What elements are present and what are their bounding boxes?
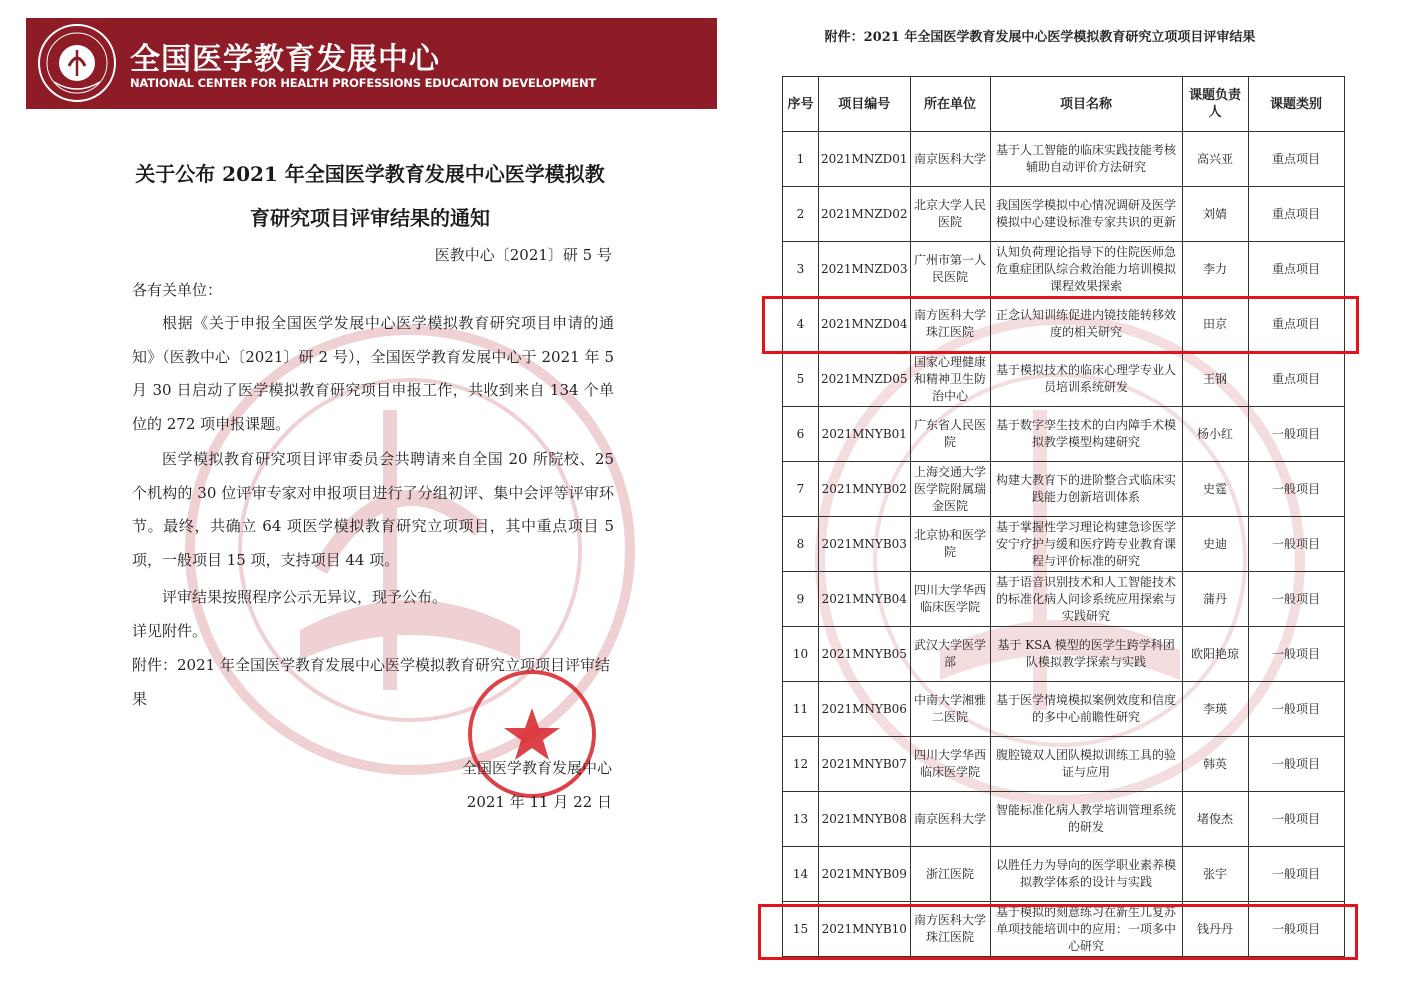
cell-no: 5 <box>783 352 819 407</box>
cell-project-name: 正念认知训练促进内镜技能转移效度的相关研究 <box>990 297 1182 352</box>
cell-code: 2021MNZD01 <box>819 132 911 187</box>
cell-leader: 刘婧 <box>1182 187 1248 242</box>
cell-category: 一般项目 <box>1248 462 1344 517</box>
col-header-category: 课题类别 <box>1248 77 1344 132</box>
cell-unit: 中南大学湘雅二医院 <box>910 682 990 737</box>
cell-category: 一般项目 <box>1248 737 1344 792</box>
cell-code: 2021MNYB01 <box>819 407 911 462</box>
cell-unit: 北京大学人民医院 <box>910 187 990 242</box>
center-logo-icon <box>36 22 118 104</box>
cell-category: 一般项目 <box>1248 407 1344 462</box>
cell-leader: 韩英 <box>1182 737 1248 792</box>
cell-category: 一般项目 <box>1248 792 1344 847</box>
cell-project-name: 基于医学情境模拟案例效度和信度的多中心前瞻性研究 <box>990 682 1182 737</box>
cell-project-name: 基于 KSA 模型的医学生跨学科团队模拟教学探索与实践 <box>990 627 1182 682</box>
cell-code: 2021MNYB09 <box>819 847 911 902</box>
cell-project-name: 认知负荷理论指导下的住院医师急危重症团队综合救治能力培训模拟课程效果探索 <box>990 242 1182 297</box>
approval-statement: 评审结果按照程序公示无异议，现予公布。 <box>162 588 448 606</box>
cell-leader: 史迪 <box>1182 517 1248 572</box>
cell-category: 一般项目 <box>1248 572 1344 627</box>
cell-no: 14 <box>783 847 819 902</box>
cell-project-name: 智能标准化病人教学培训管理系统的研发 <box>990 792 1182 847</box>
cell-leader: 李瑛 <box>1182 682 1248 737</box>
cell-unit: 南京医科大学 <box>910 132 990 187</box>
table-row <box>783 352 1345 407</box>
cell-unit: 广州市第一人民医院 <box>910 242 990 297</box>
cell-category: 一般项目 <box>1248 902 1344 957</box>
signing-date: 2021 年 11 月 22 日 <box>466 793 612 811</box>
cell-project-name: 基于语音识别技术和人工智能技术的标准化病人问诊系统应用探索与实践研究 <box>990 572 1182 627</box>
cell-unit: 南方医科大学珠江医院 <box>910 902 990 957</box>
cell-unit: 南方医科大学珠江医院 <box>910 297 990 352</box>
org-name-cn: 全国医学教育发展中心 <box>130 42 440 77</box>
cell-project-name: 基于模拟技术的临床心理学专业人员培训系统研发 <box>990 352 1182 407</box>
cell-unit: 上海交通大学医学院附属瑞金医院 <box>910 462 990 517</box>
cell-project-name: 腹腔镜双人团队模拟训练工具的验证与应用 <box>990 737 1182 792</box>
cell-no: 8 <box>783 517 819 572</box>
cell-unit: 南京医科大学 <box>910 792 990 847</box>
official-stamp-icon <box>466 668 598 800</box>
cell-project-name: 以胜任力为导向的医学职业素养模拟教学体系的设计与实践 <box>990 847 1182 902</box>
cell-leader: 高兴亚 <box>1182 132 1248 187</box>
cell-code: 2021MNYB04 <box>819 572 911 627</box>
col-header-leader: 课题负责人 <box>1182 77 1248 132</box>
cell-code: 2021MNZD02 <box>819 187 911 242</box>
cell-code: 2021MNZD04 <box>819 297 911 352</box>
cell-no: 11 <box>783 682 819 737</box>
org-name-en: NATIONAL CENTER FOR HEALTH PROFESSIONS EDUCAITON DEVELOPMENT <box>130 76 597 90</box>
salutation: 各有关单位： <box>132 281 223 299</box>
signing-organization: 全国医学教育发展中心 <box>461 759 612 777</box>
cell-leader: 史霆 <box>1182 462 1248 517</box>
table-header-row <box>783 77 1345 132</box>
cell-leader: 堵俊杰 <box>1182 792 1248 847</box>
table-row <box>783 682 1345 737</box>
cell-leader: 李力 <box>1182 242 1248 297</box>
cell-category: 一般项目 <box>1248 517 1344 572</box>
cell-project-name: 基于数字孪生技术的白内障手术模拟教学模型构建研究 <box>990 407 1182 462</box>
cell-no: 10 <box>783 627 819 682</box>
cell-no: 1 <box>783 132 819 187</box>
col-header-name: 项目名称 <box>990 77 1182 132</box>
cell-category: 一般项目 <box>1248 847 1344 902</box>
results-table <box>782 76 1345 957</box>
highlight-box-row-15 <box>758 904 1358 960</box>
cell-category: 重点项目 <box>1248 187 1344 242</box>
attachment-caption: 附件：2021 年全国医学教育发展中心医学模拟教育研究立项项目评审结果 <box>824 30 1256 45</box>
cell-no: 13 <box>783 792 819 847</box>
cell-category: 重点项目 <box>1248 132 1344 187</box>
table-row <box>783 242 1345 297</box>
highlight-box-row-4 <box>762 296 1359 354</box>
table-row <box>783 572 1345 627</box>
header-banner <box>26 18 717 109</box>
cell-no: 15 <box>783 902 819 957</box>
table-row <box>783 462 1345 517</box>
cell-category: 重点项目 <box>1248 352 1344 407</box>
table-row <box>783 792 1345 847</box>
cell-no: 4 <box>783 297 819 352</box>
table-row <box>783 847 1345 902</box>
cell-code: 2021MNYB08 <box>819 792 911 847</box>
cell-no: 3 <box>783 242 819 297</box>
cell-project-name: 我国医学模拟中心情况调研及医学模拟中心建设标准专家共识的更新 <box>990 187 1182 242</box>
cell-code: 2021MNZD05 <box>819 352 911 407</box>
paragraph-1: 根据《关于申报全国医学发展中心医学模拟教育研究项目申请的通知》（医教中心〔2021〕研 2 号），全国医学教育发展中心于 2021 年 5 月 30 日启动了医学模拟教育研究项目申报工作，共收到来自 134 个单位的 272 项申报课题。 <box>132 314 614 434</box>
cell-code: 2021MNYB02 <box>819 462 911 517</box>
cell-unit: 四川大学华西临床医学院 <box>910 572 990 627</box>
cell-leader: 蒲丹 <box>1182 572 1248 627</box>
document-number: 医教中心〔2021〕研 5 号 <box>434 246 612 264</box>
cell-leader: 杨小红 <box>1182 407 1248 462</box>
col-header-no: 序号 <box>783 77 819 132</box>
cell-leader: 王钢 <box>1182 352 1248 407</box>
cell-project-name: 构建大教育下的进阶整合式临床实践能力创新培训体系 <box>990 462 1182 517</box>
attachment-reference: 附件：2021 年全国医学教育发展中心医学模拟教育研究立项项目评审结果 <box>132 656 610 708</box>
table-row <box>783 407 1345 462</box>
cell-leader: 欧阳艳琼 <box>1182 627 1248 682</box>
notice-title-line2: 育研究项目评审结果的通知 <box>250 206 490 230</box>
table-row <box>783 517 1345 572</box>
cell-unit: 北京协和医学院 <box>910 517 990 572</box>
cell-unit: 浙江医院 <box>910 847 990 902</box>
cell-leader: 钱丹丹 <box>1182 902 1248 957</box>
cell-unit: 四川大学华西临床医学院 <box>910 737 990 792</box>
cell-no: 6 <box>783 407 819 462</box>
cell-category: 重点项目 <box>1248 297 1344 352</box>
cell-code: 2021MNYB03 <box>819 517 911 572</box>
cell-unit: 国家心理健康和精神卫生防治中心 <box>910 352 990 407</box>
cell-no: 2 <box>783 187 819 242</box>
notice-title-line1: 关于公布 2021 年全国医学教育发展中心医学模拟教 <box>135 162 605 186</box>
cell-code: 2021MNYB10 <box>819 902 911 957</box>
table-row <box>783 132 1345 187</box>
col-header-unit: 所在单位 <box>910 77 990 132</box>
cell-code: 2021MNYB06 <box>819 682 911 737</box>
table-row <box>783 187 1345 242</box>
cell-unit: 武汉大学医学部 <box>910 627 990 682</box>
cell-leader: 田京 <box>1182 297 1248 352</box>
cell-code: 2021MNYB05 <box>819 627 911 682</box>
table-row <box>783 737 1345 792</box>
col-header-code: 项目编号 <box>819 77 911 132</box>
see-attachment-line: 详见附件。 <box>132 622 208 640</box>
cell-no: 7 <box>783 462 819 517</box>
cell-project-name: 基于掌握性学习理论构建急诊医学安宁疗护与缓和医疗跨专业教育课程与评价标准的研究 <box>990 517 1182 572</box>
cell-code: 2021MNYB07 <box>819 737 911 792</box>
cell-category: 一般项目 <box>1248 682 1344 737</box>
cell-no: 12 <box>783 737 819 792</box>
cell-code: 2021MNZD03 <box>819 242 911 297</box>
cell-leader: 张宇 <box>1182 847 1248 902</box>
paragraph-2: 医学模拟教育研究项目评审委员会共聘请来自全国 20 所院校、25 个机构的 30 位评审专家对申报项目进行了分组初评、集中会评等评审环节。最终，共确立 64 项医学模拟教育研究立项项目，其中重点项目 5 项，一般项目 15 项，支持项目 44 项。 <box>132 450 614 570</box>
cell-category: 一般项目 <box>1248 627 1344 682</box>
cell-unit: 广东省人民医院 <box>910 407 990 462</box>
cell-project-name: 基于模拟的刻意练习在新生儿复苏单项技能培训中的应用：一项多中心研究 <box>990 902 1182 957</box>
cell-no: 9 <box>783 572 819 627</box>
cell-category: 重点项目 <box>1248 242 1344 297</box>
table-row <box>783 627 1345 682</box>
cell-project-name: 基于人工智能的临床实践技能考核辅助自动评价方法研究 <box>990 132 1182 187</box>
